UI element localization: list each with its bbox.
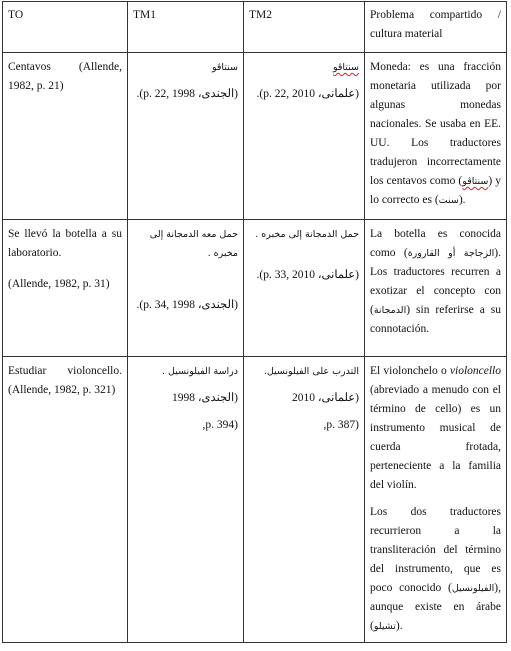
table-row bbox=[3, 220, 507, 357]
cell-tm1 bbox=[128, 220, 244, 357]
cell-tm1 bbox=[128, 53, 244, 220]
cell-to bbox=[3, 220, 128, 357]
header-to: TO bbox=[3, 2, 128, 53]
arabic-term: تشيلو bbox=[373, 621, 396, 632]
citation: (علمانى، 2010 ,p. 33). bbox=[256, 269, 359, 281]
citation-page: (p. 394, bbox=[202, 419, 238, 431]
citation: (علمانى، 2010 bbox=[291, 392, 359, 404]
source-text: Se llevó la botella a su laboratorio. bbox=[8, 228, 122, 259]
problem-text-part: ) y lo correcto es ( bbox=[370, 175, 501, 206]
italic-term: violoncello bbox=[449, 365, 501, 377]
citation: (Allende, 1982, p. 31) bbox=[8, 278, 110, 290]
problem-text-part: El violonchelo o bbox=[370, 365, 450, 377]
cell-problem bbox=[365, 53, 507, 220]
cell-tm2 bbox=[244, 357, 365, 643]
problem-text-part: ) sin referirse a su connotación. bbox=[370, 304, 501, 335]
header-problem: Problema compartido / cultura material bbox=[365, 2, 507, 53]
arabic-text: التدرب على الفيلونسيل. bbox=[263, 366, 359, 377]
cell-tm2 bbox=[244, 220, 365, 357]
problem-text-part: Moneda: es una fracción monetaria utilizada por algunas monedas nacionales. Se usaba en EE. UU. Los traductores tradujeron incorrectamente los centavos como ( bbox=[370, 61, 501, 187]
cell-problem bbox=[365, 357, 507, 643]
table-header-row bbox=[3, 2, 507, 53]
source-text: Estudiar violoncello. (Allende, 1982, p. 321) bbox=[8, 365, 122, 396]
arabic-term: سنتاڤو bbox=[332, 62, 359, 73]
citation: (الجندى، 1998 bbox=[171, 392, 238, 404]
citation: (الجندى، 1998 ,p. 22). bbox=[136, 88, 238, 100]
problem-text bbox=[370, 58, 501, 210]
problem-text-part: ). bbox=[458, 194, 466, 206]
cell-to bbox=[3, 53, 128, 220]
problem-text-part: ), aunque existe en árabe ( bbox=[370, 582, 501, 632]
cell-problem bbox=[365, 220, 507, 357]
table-row bbox=[3, 53, 507, 220]
problem-text bbox=[370, 225, 501, 339]
problem-text-part: ). Los traductores recurren a exotizar el concepto con ( bbox=[370, 247, 501, 316]
cell-to bbox=[3, 357, 128, 643]
citation: (الجندى، 1998 ,p. 34). bbox=[136, 299, 238, 311]
arabic-term: الدمجانة bbox=[373, 305, 407, 316]
table-row bbox=[3, 357, 507, 643]
arabic-term: سنتاڤو bbox=[462, 176, 489, 187]
header-tm2: TM2 bbox=[244, 2, 365, 53]
arabic-term: سنتاڤو bbox=[211, 62, 238, 73]
header-tm1: TM1 bbox=[128, 2, 244, 53]
arabic-text: حمل الدمجانة إلى مخبره . bbox=[255, 229, 359, 240]
cell-tm1 bbox=[128, 357, 244, 643]
problem-text-part: (abreviado a menudo con el término de cello) es un instrumento musical de cuerda frotada, perteneciente a la familia del violín. bbox=[370, 384, 501, 491]
arabic-term: سنت bbox=[438, 195, 459, 206]
source-text: Centavos (Allende, 1982, p. 21) bbox=[8, 61, 122, 92]
problem-text-part: ). bbox=[395, 620, 403, 632]
problem-text-part: La botella es conocida como ( bbox=[370, 228, 501, 259]
arabic-term: الفيلونسيل bbox=[451, 583, 495, 594]
comparison-table bbox=[2, 1, 507, 643]
cell-tm2 bbox=[244, 53, 365, 220]
problem-paragraph-2 bbox=[370, 503, 501, 636]
citation-page: (p. 387, bbox=[323, 419, 359, 431]
arabic-text: دراسة الفيلونسيل . bbox=[161, 366, 238, 377]
problem-paragraph-1 bbox=[370, 362, 501, 495]
problem-text-part: Los dos traductores recurrieron a la transliteración del término del instrumento, que es poco conocido ( bbox=[370, 506, 501, 594]
arabic-term: الزجاجة أو القارورة bbox=[407, 248, 495, 259]
arabic-text: حمل معه الدمجانة إلى مخبره . bbox=[149, 229, 238, 259]
citation: (علمانى، 2010 ,p. 22). bbox=[256, 88, 359, 100]
